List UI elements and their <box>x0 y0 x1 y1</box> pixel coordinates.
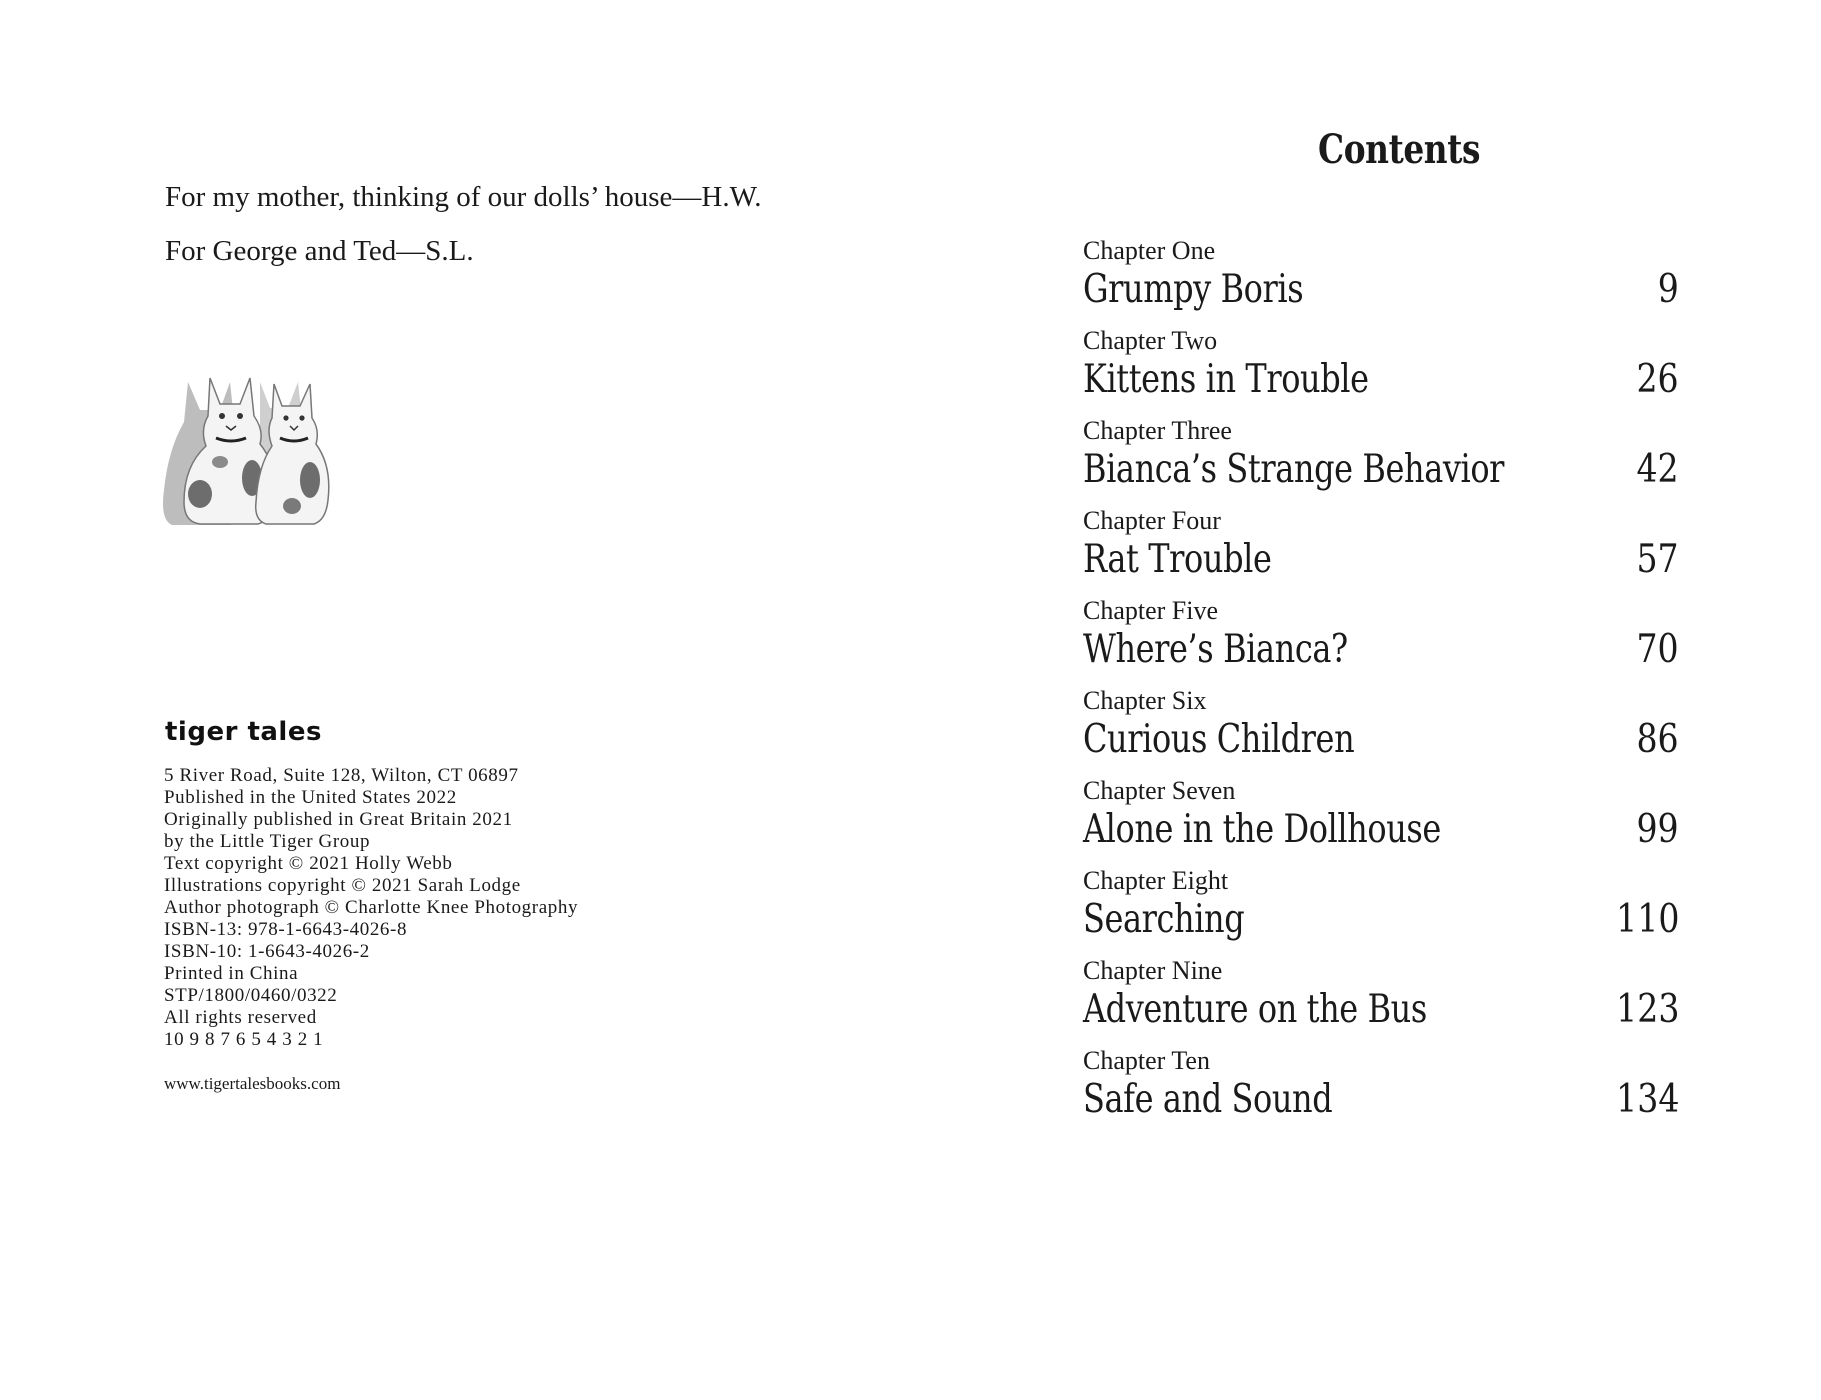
chapter-title: Safe and Sound <box>1083 1077 1333 1122</box>
imprint-line: STP/1800/0460/0322 <box>164 985 338 1006</box>
imprint-line: Printed in China <box>164 963 299 984</box>
chapter-title: Bianca’s Strange Behavior <box>1083 447 1505 492</box>
toc-entry <box>1083 866 1679 956</box>
publisher-logo: tiger tales <box>165 717 322 747</box>
imprint-line: by the Little Tiger Group <box>164 831 371 852</box>
chapter-page-number: 26 <box>1636 357 1679 402</box>
toc-entry <box>1083 776 1679 866</box>
chapter-title: Kittens in Trouble <box>1083 357 1369 402</box>
imprint-line: Published in the United States 2022 <box>164 787 457 808</box>
toc-entry <box>1083 596 1679 686</box>
imprint-block <box>164 765 578 1051</box>
contents-title: Contents <box>1318 126 1481 173</box>
chapter-title: Where’s Bianca? <box>1083 627 1348 672</box>
chapter-label: Chapter Six <box>1083 686 1207 715</box>
toc-entry <box>1083 506 1679 596</box>
toc-entry <box>1083 956 1679 1046</box>
imprint-line: Originally published in Great Britain 2021 <box>164 809 513 830</box>
toc-entry <box>1083 416 1679 506</box>
chapter-title: Adventure on the Bus <box>1083 987 1427 1032</box>
chapter-page-number: 57 <box>1636 537 1679 582</box>
toc-entry <box>1083 686 1679 776</box>
chapter-label: Chapter Nine <box>1083 956 1223 985</box>
table-of-contents <box>1083 236 1679 1136</box>
chapter-label: Chapter Seven <box>1083 776 1236 805</box>
chapter-label: Chapter Five <box>1083 596 1219 625</box>
chapter-page-number: 9 <box>1657 267 1679 312</box>
publisher-website: www.tigertalesbooks.com <box>164 1074 341 1093</box>
chapter-title: Rat Trouble <box>1083 537 1272 582</box>
imprint-line: ISBN-10: 1-6643-4026-2 <box>164 941 370 962</box>
imprint-line: 10 9 8 7 6 5 4 3 2 1 <box>164 1029 324 1050</box>
chapter-page-number: 99 <box>1636 807 1679 852</box>
imprint-line: 5 River Road, Suite 128, Wilton, CT 06897 <box>164 765 519 786</box>
chapter-title: Alone in the Dollhouse <box>1083 807 1441 852</box>
chapter-label: Chapter Ten <box>1083 1046 1210 1075</box>
imprint-line: Author photograph © Charlotte Knee Photography <box>164 897 579 918</box>
toc-entry <box>1083 1046 1679 1136</box>
chapter-label: Chapter Eight <box>1083 866 1229 895</box>
imprint-line: ISBN-13: 978-1-6643-4026-8 <box>164 919 408 940</box>
chapter-page-number: 70 <box>1636 627 1679 672</box>
chapter-page-number: 134 <box>1615 1077 1679 1122</box>
imprint-line: Text copyright © 2021 Holly Webb <box>164 853 453 874</box>
chapter-page-number: 86 <box>1636 717 1679 762</box>
chapter-label: Chapter Three <box>1083 416 1232 445</box>
dedication-illustrator: For George and Ted—S.L. <box>165 235 474 267</box>
chapter-title: Grumpy Boris <box>1083 267 1304 312</box>
toc-entry <box>1083 326 1679 416</box>
left-page <box>0 0 910 1400</box>
chapter-label: Chapter Four <box>1083 506 1221 535</box>
dedication-author: For my mother, thinking of our dolls’ house—H.W. <box>165 181 762 213</box>
chapter-title: Searching <box>1083 897 1245 942</box>
chapter-page-number: 42 <box>1636 447 1679 492</box>
chapter-page-number: 123 <box>1615 987 1679 1032</box>
imprint-line: Illustrations copyright © 2021 Sarah Lodge <box>164 875 521 896</box>
imprint-line: All rights reserved <box>164 1007 317 1028</box>
chapter-page-number: 110 <box>1615 897 1679 942</box>
toc-entry <box>1083 236 1679 326</box>
porcelain-cats-illustration <box>160 370 350 530</box>
chapter-title: Curious Children <box>1083 717 1355 762</box>
chapter-label: Chapter One <box>1083 236 1216 265</box>
chapter-label: Chapter Two <box>1083 326 1218 355</box>
